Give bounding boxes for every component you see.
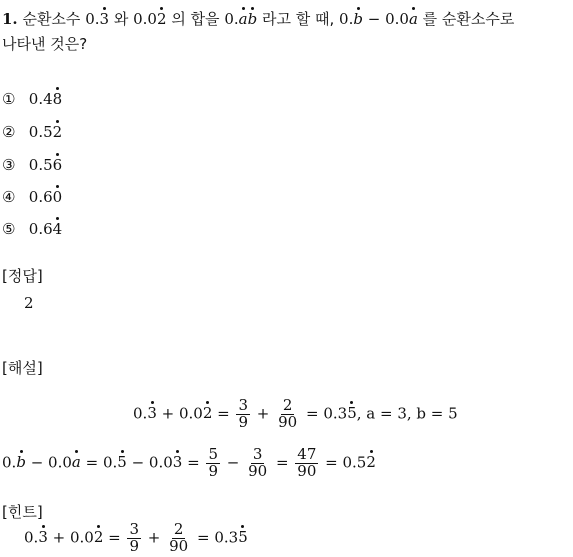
choice-2[interactable]: ② 0.52 [2,123,63,141]
answer-label: [정답] [2,267,43,285]
question-line-1 [2,8,514,29]
fraction: $\frac{5}{9}$ [208,445,218,480]
fraction: $\frac{3}{9}$ [238,396,249,431]
repeating-decimal: 0.02 [133,10,167,28]
hint-equation: 0.3 + 0.02 = $\frac{3}{9}$ + $\frac{2}{90}$ = 0.35 [24,520,248,555]
choice-4[interactable]: ④ 0.60 [2,188,63,206]
question-text: 라고 할 때, [262,10,335,28]
question-line-2: 나타낸 것은? [2,35,88,53]
choice-mark: ③ [2,156,16,174]
answer-value: 2 [24,294,34,312]
choice-5[interactable]: ⑤ 0.64 [2,220,63,238]
question-text: 와 [113,10,129,28]
fraction: $\frac{2}{90}$ [169,520,189,555]
explanation-equation-2: 0.b − 0.0a = 0.5 − 0.03 = $\frac{5}{9}$ − $\frac{3}{90}$ = $\frac{47}{90}$ = 0.52 [2,445,376,480]
fraction: $\frac{47}{90}$ [297,445,317,480]
choice-3[interactable]: ③ 0.56 [2,156,63,174]
choice-mark: ④ [2,188,16,206]
question-text: 를 순환소수로 [422,10,515,28]
fraction: $\frac{2}{90}$ [278,396,298,431]
question-text: 의 합을 [171,10,220,28]
fraction: $\frac{3}{9}$ [129,520,140,555]
choice-value: 0.4 [28,90,53,108]
choice-1[interactable]: ① 0.48 [2,90,63,108]
repeating-decimal: 0.ab [224,10,258,28]
choice-value: 0.5 [28,123,53,141]
choice-value: 0.6 [28,188,53,206]
choice-value: 0.6 [28,220,53,238]
expression: 0.b − 0.0a [339,10,418,28]
choice-mark: ② [2,123,16,141]
hint-label: [힌트] [2,503,43,521]
fraction: $\frac{3}{90}$ [248,445,268,480]
choice-mark: ⑤ [2,220,16,238]
choice-mark: ① [2,90,16,108]
explanation-label: [해설] [2,359,43,377]
question-text: 순환소수 [22,10,81,28]
explanation-equation-1: 0.3 + 0.02 = $\frac{3}{9}$ + $\frac{2}{90}$ = 0.35, a = 3, b = 5 [133,396,458,431]
repeating-decimal: 0.3 [85,10,110,28]
question-number: 1. [2,10,18,28]
choice-value: 0.5 [28,156,53,174]
